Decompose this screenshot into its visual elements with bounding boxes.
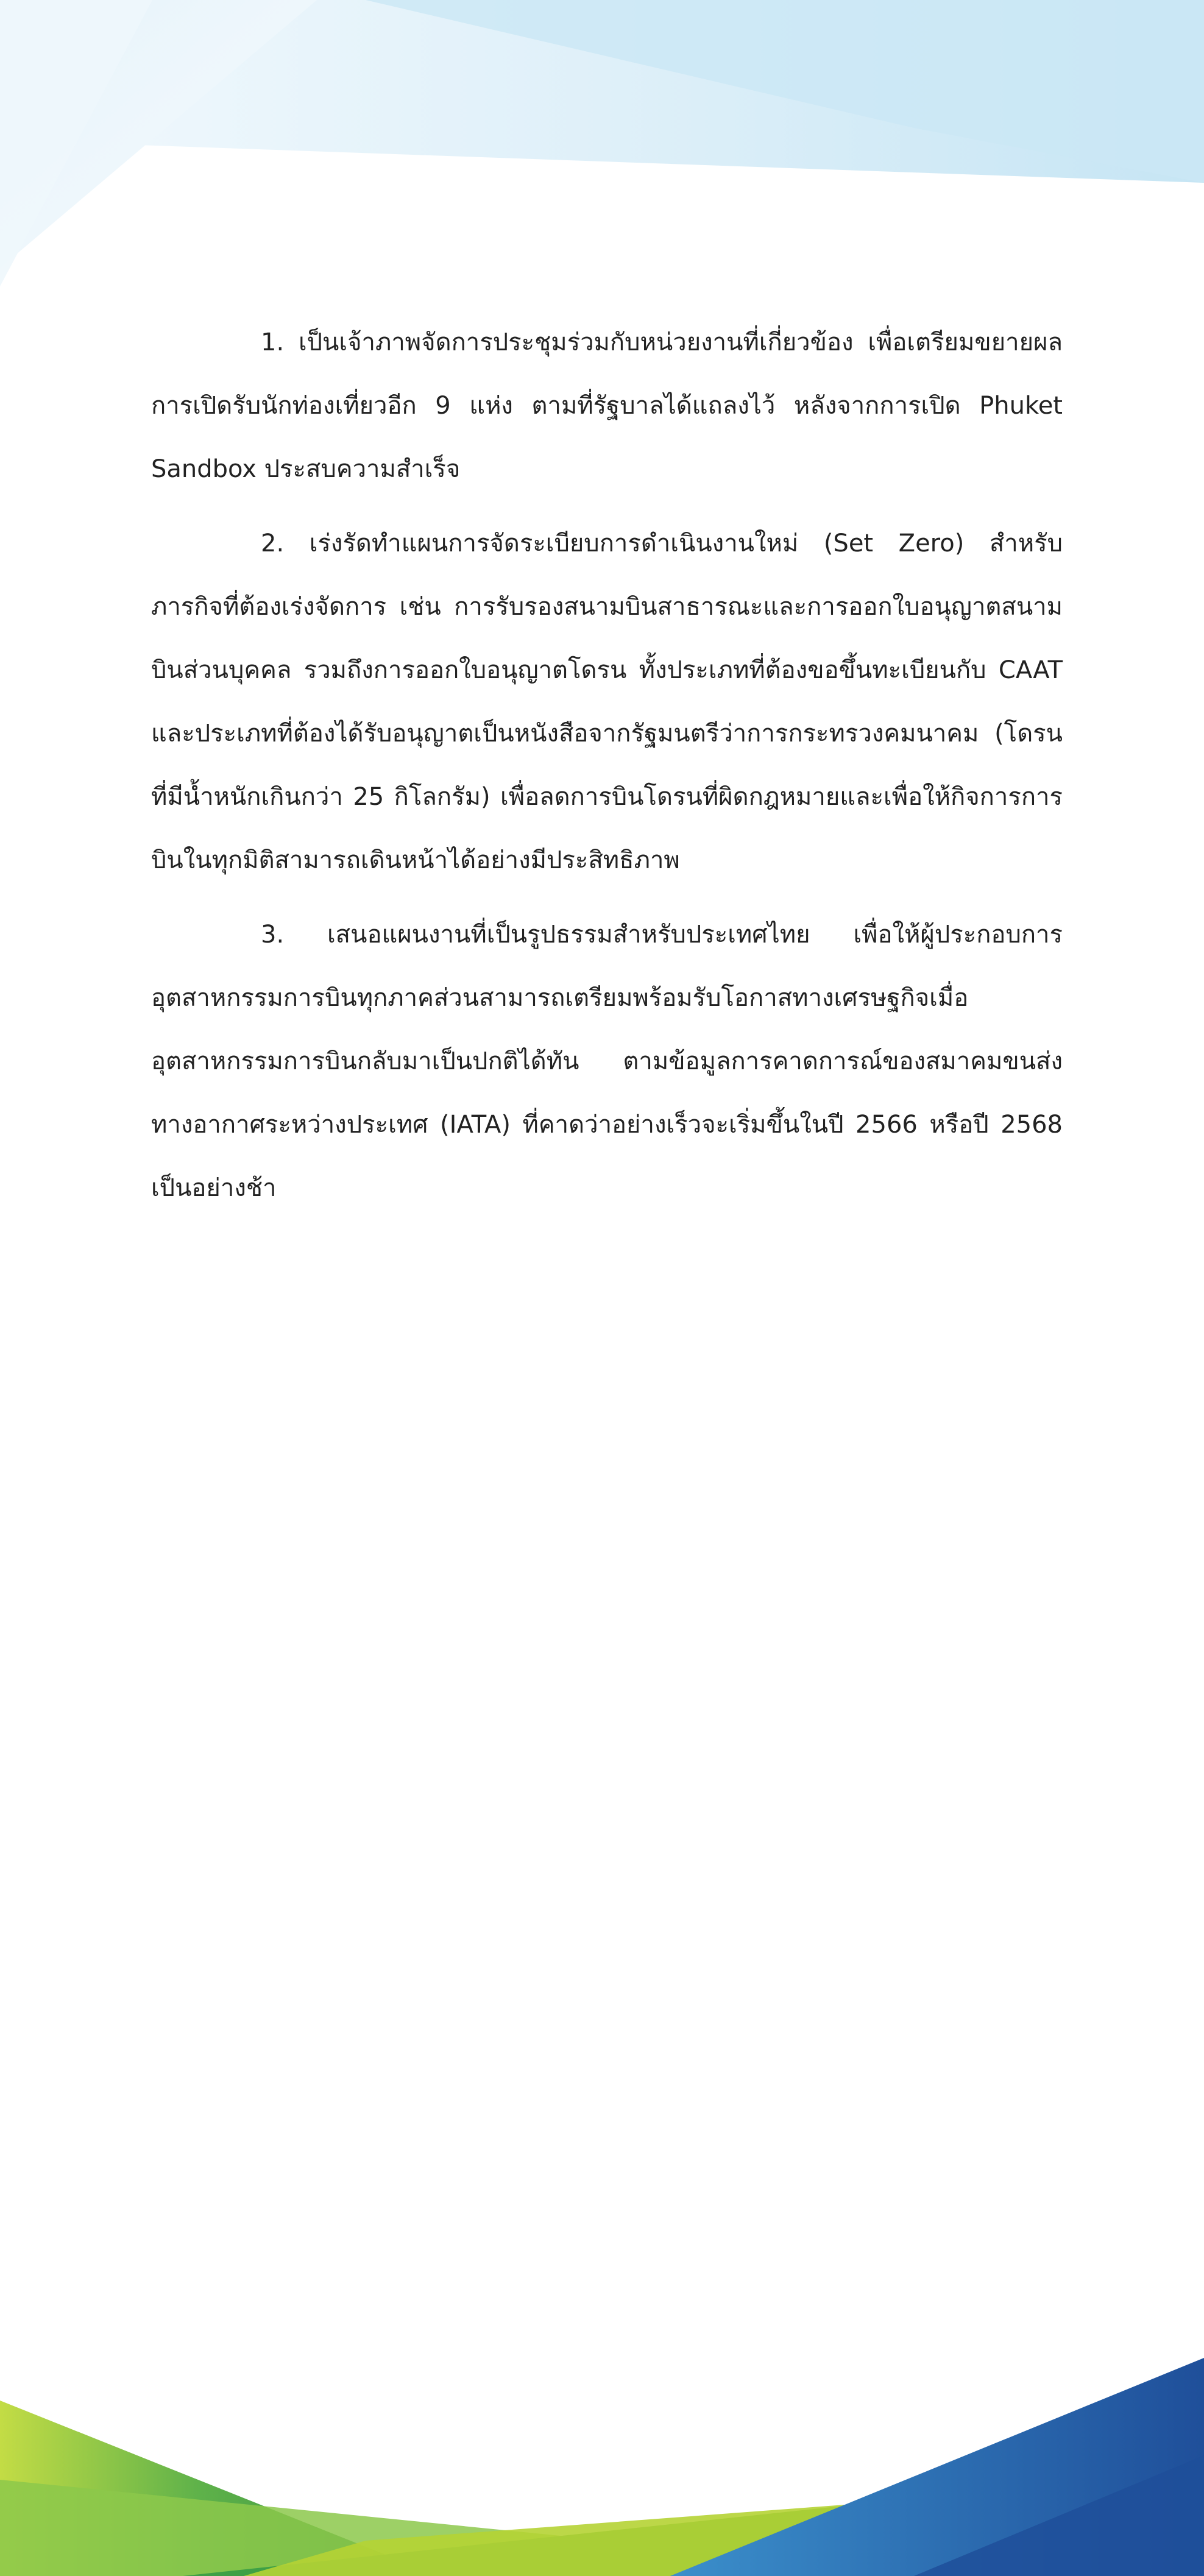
paragraph-1: 1. เป็นเจ้าภาพจัดการประชุมร่วมกับหน่วยงานที่เกี่ยวข้อง เพื่อเตรียมขยายผลการเปิดรับนักท่องเที่ยวอีก 9 แห่ง ตามที่รัฐบาลได้แถลงไว้ หลังจากการเปิด Phuket Sandbox ประสบความสำเร็จ: [151, 328, 1063, 483]
top-decorative-banner: [0, 0, 1204, 286]
paragraph-3: 3. เสนอแผนงานที่เป็นรูปธรรมสำหรับประเทศไทย เพื่อให้ผู้ประกอบการอุตสาหกรรมการบินทุกภาคส่วนสามารถเตรียมพร้อมรับโอกาสทางเศรษฐกิจเมื่ออุตสาหกรรมการบินกลับมาเป็นปกติได้ทัน ตามข้อมูลการคาดการณ์ของสมาคมขนส่งทางอากาศระหว่างประเทศ (IATA) ที่คาดว่าอย่างเร็วจะเริ่มขึ้นในปี 2566 หรือปี 2568 เป็นอย่างช้า: [151, 921, 1063, 1202]
document-body: [151, 311, 1063, 1231]
bottom-decorative-banner: [0, 2358, 1204, 2576]
paragraph-2: 2. เร่งรัดทำแผนการจัดระเบียบการดำเนินงานใหม่ (Set Zero) สำหรับภารกิจที่ต้องเร่งจัดการ เช่น การรับรองสนามบินสาธารณะและการออกใบอนุญาตสนามบินส่วนบุคคล รวมถึงการออกใบอนุญาตโดรน ทั้งประเภทที่ต้องขอขึ้นทะเบียนกับ CAAT และประเภทที่ต้องได้รับอนุญาตเป็นหนังสือจากรัฐมนตรีว่าการกระทรวงคมนาคม (โดรนที่มีน้ำหนักเกินกว่า 25 กิโลกรัม) เพื่อลดการบินโดรนที่ผิดกฎหมายและเพื่อให้กิจการการบินในทุกมิติสามารถเดินหน้าได้อย่างมีประสิทธิภาพ: [151, 529, 1063, 874]
